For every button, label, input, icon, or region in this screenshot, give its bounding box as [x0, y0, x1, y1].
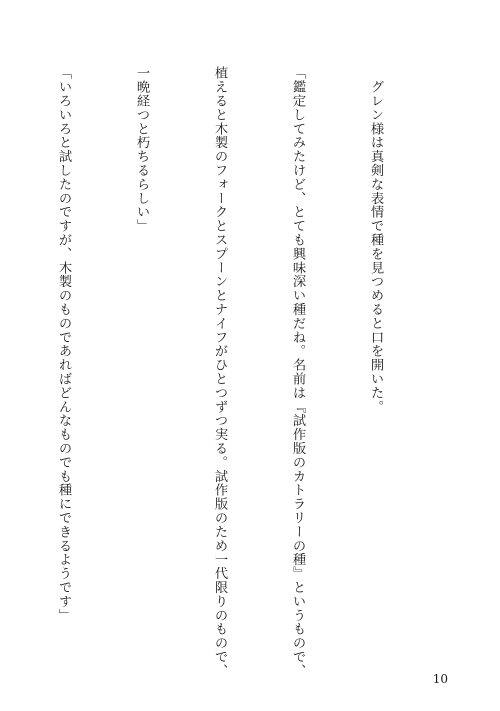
- text-line: グレン様は真剣な表情で種を見つめると口を開いた。: [368, 66, 383, 414]
- page-number: 10: [432, 672, 448, 686]
- text-line: 一晩経つと朽ちるらしい」: [134, 66, 149, 233]
- text-line: 「いろいろと試したのですが、木製のものであればどんなものでも種にできるようです」: [56, 66, 71, 622]
- vertical-text-body: [0, 66, 440, 678]
- text-line: 植えると木製のフォークとスプーンとナイフがひとつずつ実る。試作版のため一代限りのもので、: [212, 66, 227, 678]
- text-line: 「鑑定してみたけど、とても興味深い種だね。名前は『試作版のカトラリーの種』というもので、: [290, 66, 305, 678]
